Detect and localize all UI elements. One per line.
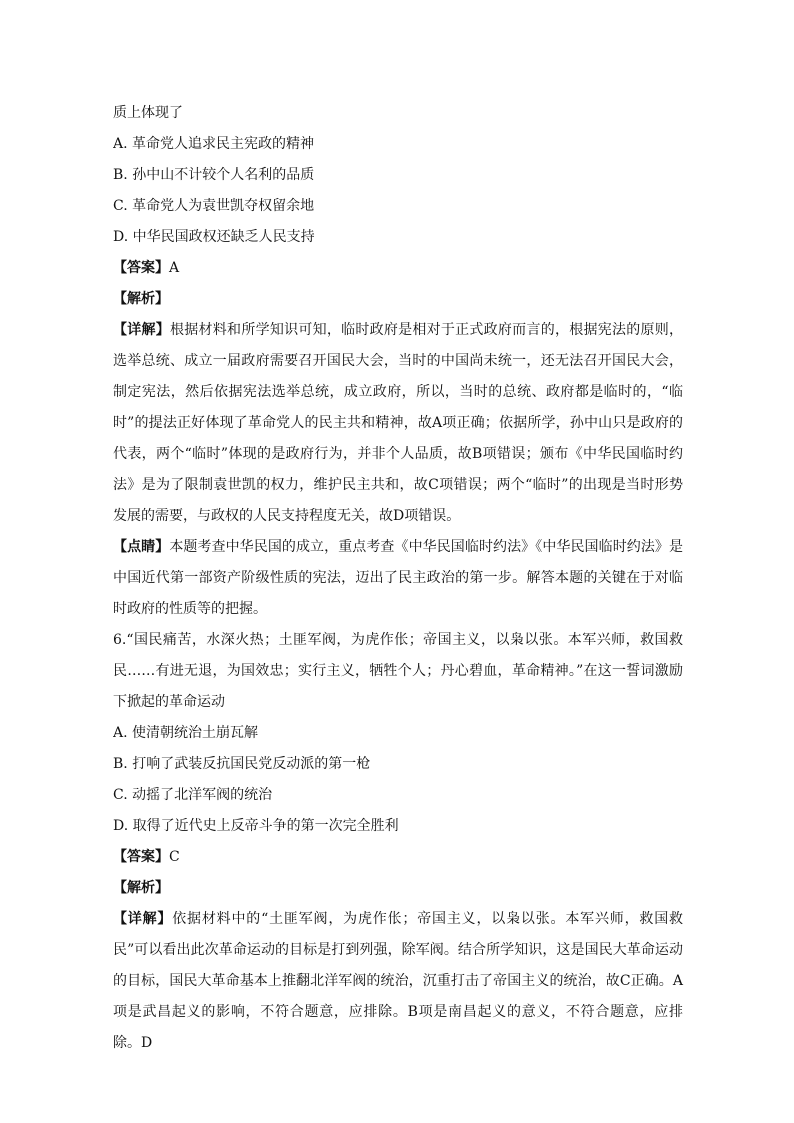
q6-stem: 6.“国民痛苦，水深火热；土匪军阀，为虎作伥；帝国主义，以枭以张。本军兴师，救国救民……有进无退，为国效忠；实行主义，牺牲个人；丹心碧血，革命精神。”在这一誓词激励下掀起的革命运动 [113,632,683,710]
q6-answer-tag: 【答案】 [113,849,169,865]
q6-answer-value: C [169,849,180,865]
q5-stem-tail: 质上体现了 [113,105,183,121]
q6-detail-text: 依据材料中的“土匪军阀，为虎作伥；帝国主义，以枭以张。本军兴师，救国救民”可以看出此次革命运动的目标是打到列强，除军阀。结合所学知识，这是国民大革命运动的目标，国民大革命基本上推翻北洋军阀的统治，沉重打击了帝国主义的统治，故C正确。A项是武昌起义的影响，不符合题意，应排除。B项是南昌起义的意义，不符合题意，应排除。D [113,911,684,1051]
q5-analysis-tag [113,284,683,315]
q6-analysis-label: 【解析】 [113,880,169,896]
q5-point [113,532,683,625]
q5-point-tag: 【点睛】 [113,539,170,555]
q5-detail-text: 根据材料和所学知识可知，临时政府是相对于正式政府而言的，根据宪法的原则，选举总统、成立一届政府需要召开国民大会，当时的中国尚未统一，还无法召开国民大会，制定宪法，然后依据宪法选举总统，成立政府，所以，当时的总统、政府都是临时的，“临时”的提法正好体现了革命党人的民主共和精神，故A项正确；依据所学，孙中山只是政府的代表，两个“临时”体现的是政府行为，并非个人品质，故B项错误；颁布《中华民国临时约法》是为了限制袁世凯的权力，维护民主共和，故C项错误；两个“临时”的出现是当时形势发展的需要，与政权的人民支持程度无关，故D项错误。 [113,322,684,524]
q6-answer [113,842,683,873]
q5-answer-tag: 【答案】 [113,260,169,276]
q5-option-b: B. 孙中山不计较个人名利的品质 [113,167,315,183]
q5-detail [113,315,683,532]
q6-analysis-tag [113,873,683,904]
q5-detail-tag: 【详解】 [113,322,171,338]
q5-answer [113,253,683,284]
q5-option-d: D. 中华民国政权还缺乏人民支持 [113,229,315,245]
q5-point-text: 本题考查中华民国的成立，重点考查《中华民国临时约法》《中华民国临时约法》是中国近代第一部资产阶级性质的宪法，迈出了民主政治的第一步。解答本题的关键在于对临时政府的性质等的把握。 [113,539,684,617]
q6-option-c: C. 动摇了北洋军阀的统治 [113,787,273,803]
q5-option-c: C. 革命党人为袁世凯夺权留余地 [113,198,315,214]
document-page [113,98,683,1059]
q5-analysis-label: 【解析】 [113,291,169,307]
q6-detail [113,904,683,1059]
q6-option-d: D. 取得了近代史上反帝斗争的第一次完全胜利 [113,818,399,834]
q6-detail-tag: 【详解】 [113,911,173,927]
q5-option-a: A. 革命党人追求民主宪政的精神 [113,136,315,152]
q6-option-a: A. 使清朝统治土崩瓦解 [113,725,259,741]
q6-option-b: B. 打响了武装反抗国民党反动派的第一枪 [113,756,371,772]
q5-answer-value: A [169,260,180,276]
